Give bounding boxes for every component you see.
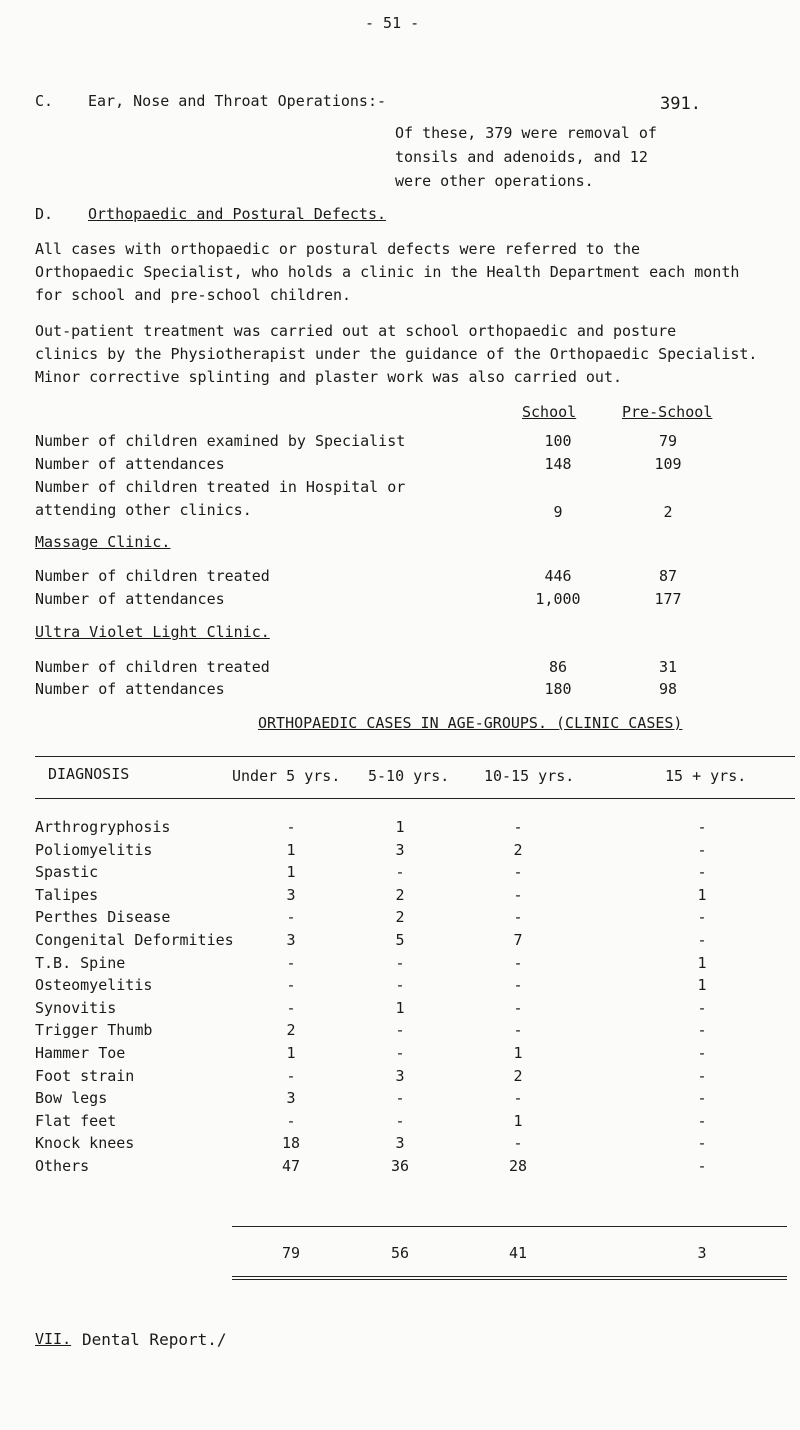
header-under-5: Under 5 yrs. <box>232 767 341 785</box>
diagnosis-cell: Congenital Deformities <box>35 931 234 949</box>
count-cell: - <box>395 1089 405 1108</box>
total-10-15: 41 <box>508 1244 528 1262</box>
count-cell: 18 <box>281 1134 301 1153</box>
count-cell: - <box>697 1134 707 1153</box>
count-cell: - <box>286 998 296 1017</box>
count-cell: - <box>697 998 707 1017</box>
count-cell: - <box>395 1044 405 1062</box>
para1-line-3: for school and pre-school children. <box>35 286 352 304</box>
count-cell: - <box>395 1111 405 1130</box>
section-c-line-1: Of these, 379 were removal of <box>395 124 657 142</box>
stat-preschool-value: 31 <box>658 658 678 676</box>
table-title: ORTHOPAEDIC CASES IN AGE-GROUPS. (CLINIC CASES) <box>258 714 683 732</box>
section-c-title: Ear, Nose and Throat Operations:- <box>88 92 387 110</box>
stat-school-value: 86 <box>548 658 568 676</box>
stat-label: Number of attendances <box>35 680 225 698</box>
uv-clinic-title: Ultra Violet Light Clinic. <box>35 623 270 641</box>
stat-preschool-value: 2 <box>663 503 673 521</box>
count-cell: - <box>513 1021 523 1040</box>
page-number: - 51 - <box>365 14 420 32</box>
count-cell: - <box>513 976 523 995</box>
count-cell: - <box>697 931 707 949</box>
para2-line-3: Minor corrective splinting and plaster work was also carried out. <box>35 368 622 386</box>
count-cell: 2 <box>395 908 405 927</box>
count-cell: 1 <box>697 885 707 904</box>
col-school-header: School <box>522 403 577 421</box>
diagnosis-cell: Flat feet <box>35 1111 117 1130</box>
count-cell: - <box>513 1089 523 1108</box>
table-top-rule <box>35 756 795 757</box>
count-cell: - <box>513 953 523 972</box>
section-c-total: 391. <box>660 94 701 114</box>
col-preschool-header: Pre-School <box>622 403 713 421</box>
count-cell: - <box>513 1134 523 1153</box>
count-cell: 28 <box>508 1157 528 1175</box>
count-cell: - <box>697 1044 707 1062</box>
table-header-rule <box>35 798 795 799</box>
diagnosis-cell: Osteomyelitis <box>35 976 153 995</box>
para1-line-1: All cases with orthopaedic or postural defects were referred to the <box>35 240 641 258</box>
section-d-letter: D. <box>35 205 54 223</box>
header-5-10: 5-10 yrs. <box>368 767 450 785</box>
count-cell: 1 <box>286 840 296 859</box>
count-cell: - <box>697 1066 707 1085</box>
count-cell: - <box>286 976 296 995</box>
stat-label: attending other clinics. <box>35 501 252 519</box>
stat-school-value: 148 <box>544 455 572 473</box>
diagnosis-cell: Synovitis <box>35 998 117 1017</box>
count-cell: 1 <box>697 976 707 995</box>
count-cell: - <box>395 1021 405 1040</box>
diagnosis-cell: Foot strain <box>35 1066 135 1085</box>
diagnosis-cell: Arthrogryphosis <box>35 818 171 836</box>
footer-text: Dental Report./ <box>82 1330 227 1349</box>
stat-preschool-value: 109 <box>654 455 682 473</box>
count-cell: 3 <box>395 1134 405 1153</box>
count-cell: - <box>697 840 707 859</box>
count-cell: - <box>513 908 523 927</box>
count-cell: - <box>286 818 296 836</box>
count-cell: 1 <box>286 863 296 882</box>
count-cell: - <box>697 1111 707 1130</box>
header-10-15: 10-15 yrs. <box>484 767 575 785</box>
stat-school-value: 180 <box>544 680 572 698</box>
stat-preschool-value: 177 <box>654 590 682 608</box>
count-cell: - <box>286 1111 296 1130</box>
count-cell: - <box>286 1066 296 1085</box>
para1-line-2: Orthopaedic Specialist, who holds a clinic in the Health Department each month <box>35 263 740 281</box>
para2-line-2: clinics by the Physiotherapist under the guidance of the Orthopaedic Specialist. <box>35 345 758 363</box>
diagnosis-cell: T.B. Spine <box>35 953 126 972</box>
totals-bottom-rule <box>232 1276 787 1277</box>
count-cell: - <box>697 1157 707 1175</box>
stat-label: Number of children treated in Hospital or <box>35 478 406 496</box>
count-cell: 1 <box>513 1111 523 1130</box>
count-cell: 2 <box>395 885 405 904</box>
stat-label: Number of attendances <box>35 455 225 473</box>
count-cell: 3 <box>395 1066 405 1085</box>
massage-clinic-title: Massage Clinic. <box>35 533 171 551</box>
totals-bottom-rule-2 <box>232 1279 787 1280</box>
diagnosis-cell: Trigger Thumb <box>35 1021 153 1040</box>
diagnosis-cell: Others <box>35 1157 90 1175</box>
diagnosis-cell: Poliomyelitis <box>35 840 153 859</box>
stat-school-value: 1,000 <box>535 590 581 608</box>
stat-label: Number of children treated <box>35 567 270 585</box>
para2-line-1: Out-patient treatment was carried out at school orthopaedic and posture <box>35 322 677 340</box>
diagnosis-cell: Bow legs <box>35 1089 108 1108</box>
stat-school-value: 446 <box>544 567 572 585</box>
diagnosis-cell: Knock knees <box>35 1134 135 1153</box>
total-under-5: 79 <box>281 1244 301 1262</box>
diagnosis-cell: Talipes <box>35 885 99 904</box>
stat-label: Number of attendances <box>35 590 225 608</box>
count-cell: - <box>697 1089 707 1108</box>
count-cell: 2 <box>513 1066 523 1085</box>
count-cell: - <box>697 908 707 927</box>
count-cell: 7 <box>513 931 523 949</box>
count-cell: - <box>697 863 707 882</box>
diagnosis-cell: Hammer Toe <box>35 1044 126 1062</box>
count-cell: 1 <box>395 998 405 1017</box>
count-cell: - <box>697 818 707 836</box>
count-cell: - <box>286 908 296 927</box>
count-cell: 2 <box>513 840 523 859</box>
count-cell: - <box>513 885 523 904</box>
count-cell: 3 <box>286 931 296 949</box>
diagnosis-cell: Perthes Disease <box>35 908 171 927</box>
stat-label: Number of children examined by Specialist <box>35 432 406 450</box>
diagnosis-cell: Spastic <box>35 863 99 882</box>
section-c-letter: C. <box>35 92 54 110</box>
count-cell: - <box>286 953 296 972</box>
header-15-plus: 15 + yrs. <box>665 767 747 785</box>
total-15-plus: 3 <box>697 1244 707 1262</box>
stat-label: Number of children treated <box>35 658 270 676</box>
count-cell: 1 <box>286 1044 296 1062</box>
count-cell: 2 <box>286 1021 296 1040</box>
count-cell: 3 <box>286 885 296 904</box>
count-cell: 1 <box>395 818 405 836</box>
count-cell: - <box>395 863 405 882</box>
stat-preschool-value: 79 <box>658 432 678 450</box>
stat-preschool-value: 98 <box>658 680 678 698</box>
count-cell: - <box>513 818 523 836</box>
count-cell: - <box>395 953 405 972</box>
count-cell: - <box>697 1021 707 1040</box>
count-cell: 5 <box>395 931 405 949</box>
count-cell: - <box>513 863 523 882</box>
count-cell: 3 <box>395 840 405 859</box>
stat-preschool-value: 87 <box>658 567 678 585</box>
count-cell: 36 <box>390 1157 410 1175</box>
count-cell: - <box>513 998 523 1017</box>
section-d-title: Orthopaedic and Postural Defects. <box>88 205 387 223</box>
count-cell: - <box>395 976 405 995</box>
section-c-line-3: were other operations. <box>395 172 594 190</box>
section-c-line-2: tonsils and adenoids, and 12 <box>395 148 648 166</box>
footer-roman: VII. <box>35 1330 72 1348</box>
header-diagnosis: DIAGNOSIS <box>48 765 130 783</box>
stat-school-value: 9 <box>553 503 563 521</box>
count-cell: 1 <box>697 953 707 972</box>
stat-school-value: 100 <box>544 432 572 450</box>
total-5-10: 56 <box>390 1244 410 1262</box>
totals-top-rule <box>232 1226 787 1227</box>
count-cell: 1 <box>513 1044 523 1062</box>
count-cell: 47 <box>281 1157 301 1175</box>
count-cell: 3 <box>286 1089 296 1108</box>
